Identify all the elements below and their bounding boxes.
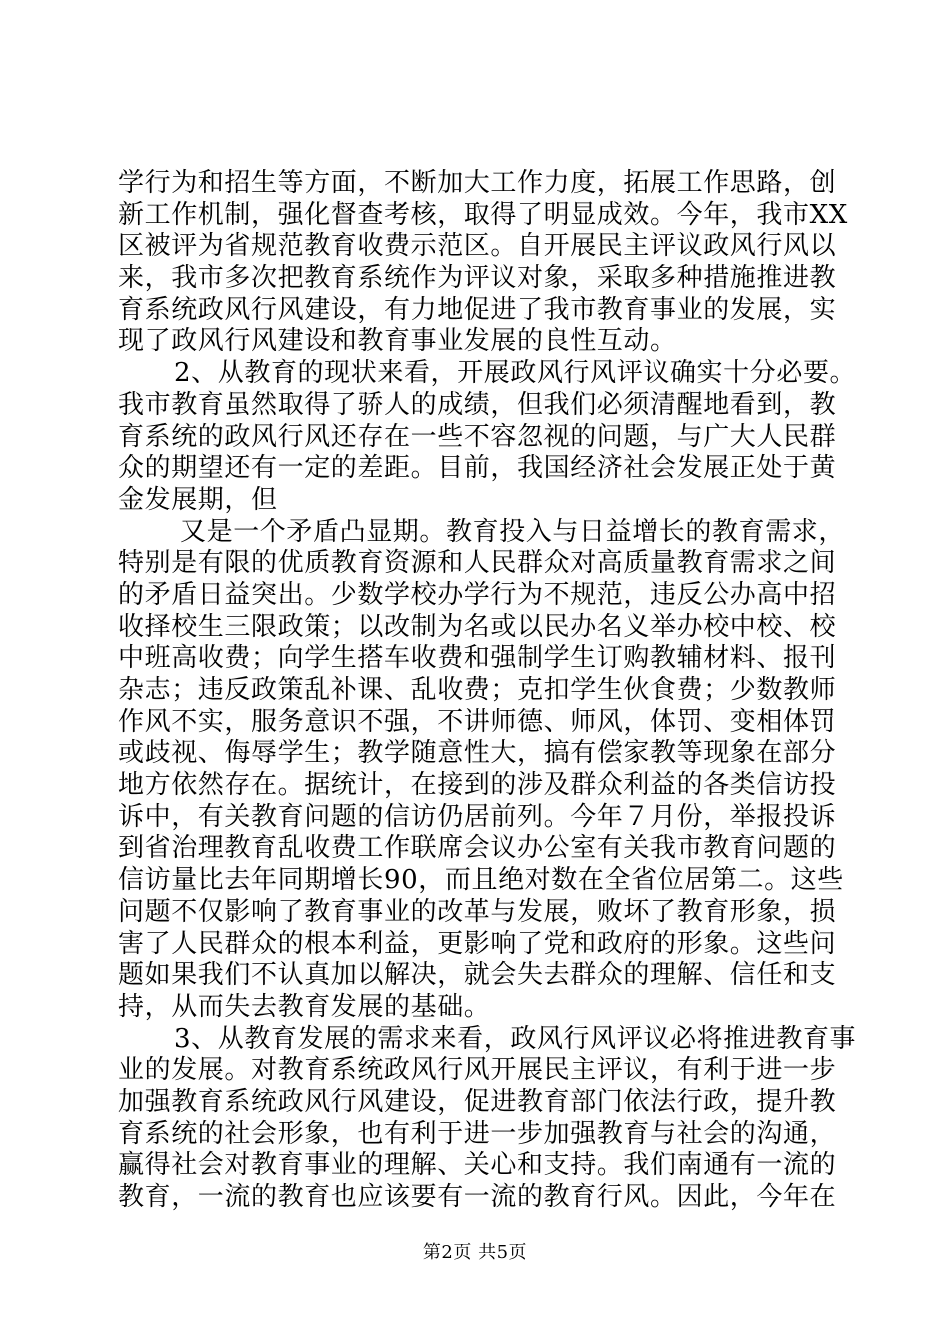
text-line: 题如果我们不认真加以解决，就会失去群众的理解、信任和支: [118, 960, 837, 991]
text-line: 众的期望还有一定的差距。目前，我国经济社会发展正处于黄: [118, 453, 837, 484]
text-line: 区被评为省规范教育收费示范区。自开展民主评议政风行风以: [118, 231, 837, 262]
body-text: [118, 168, 857, 1214]
text-line: 业的发展。对教育系统政风行风开展民主评议，有利于进一步: [118, 1055, 837, 1086]
page-number-footer: 第2页 共5页: [422, 1242, 528, 1263]
paragraph-start-line: 3、从教育发展的需求来看，政风行风评议必将推进教育事: [174, 1023, 857, 1054]
text-line: 持，从而失去教育发展的基础。: [118, 991, 491, 1022]
paragraph-start-line: 又是一个矛盾凸显期。教育投入与日益增长的教育需求，: [180, 516, 846, 547]
text-line: 中班高收费；向学生搭车收费和强制学生订购教辅材料、报刊: [118, 643, 837, 674]
text-line: 诉中，有关教育问题的信访仍居前列。今年７月份，举报投诉: [118, 801, 837, 832]
text-line: 害了人民群众的根本利益，更影响了党和政府的形象。这些问: [118, 928, 837, 959]
text-line: 赢得社会对教育事业的理解、关心和支持。我们南通有一流的: [118, 1150, 837, 1181]
text-line: 育系统的社会形象，也有利于进一步加强教育与社会的沟通，: [118, 1118, 837, 1149]
text-line: 作风不实，服务意识不强，不讲师德、师风，体罚、变相体罚: [118, 706, 837, 737]
text-line: 地方依然存在。据统计，在接到的涉及群众利益的各类信访投: [118, 770, 837, 801]
text-line: 现了政风行风建设和教育事业发展的良性互动。: [118, 326, 677, 357]
text-line: 到省治理教育乱收费工作联席会议办公室有关我市教育问题的: [118, 833, 837, 864]
text-line: 加强教育系统政风行风建设，促进教育部门依法行政，提升教: [118, 1086, 837, 1117]
text-line: 育系统的政风行风还存在一些不容忽视的问题，与广大人民群: [118, 421, 837, 452]
text-line: 我市教育虽然取得了骄人的成绩，但我们必须清醒地看到，教: [118, 389, 837, 420]
text-line: 杂志；违反政策乱补课、乱收费；克扣学生伙食费；少数教师: [118, 675, 837, 705]
text-line: 教育，一流的教育也应该要有一流的教育行风。因此，今年在: [118, 1182, 837, 1212]
text-line: 特别是有限的优质教育资源和人民群众对高质量教育需求之间: [118, 548, 837, 579]
text-line: 问题不仅影响了教育事业的改革与发展，败坏了教育形象，损: [118, 896, 837, 927]
text-line: 收择校生三限政策；以改制为名或以民办名义举办校中校、校: [118, 611, 837, 642]
text-line: 来，我市多次把教育系统作为评议对象，采取多种措施推进教: [118, 263, 837, 294]
text-line: 学行为和招生等方面，不断加大工作力度，拓展工作思路，创: [118, 168, 837, 198]
text-line: 信访量比去年同期增长90，而且绝对数在全省位居第二。这些: [118, 865, 844, 896]
text-line: 的矛盾日益突出。少数学校办学行为不规范，违反公办高中招: [118, 579, 837, 610]
text-line: 或歧视、侮辱学生；教学随意性大，搞有偿家教等现象在部分: [118, 738, 837, 769]
paragraph-start-line: 2、从教育的现状来看，开展政风行风评议确实十分必要。: [174, 358, 857, 389]
text-line: 金发展期，但: [118, 484, 278, 515]
text-line: 新工作机制，强化督查考核，取得了明显成效。今年，我市XX: [118, 199, 848, 230]
text-line: 育系统政风行风建设，有力地促进了我市教育事业的发展，实: [118, 294, 837, 325]
